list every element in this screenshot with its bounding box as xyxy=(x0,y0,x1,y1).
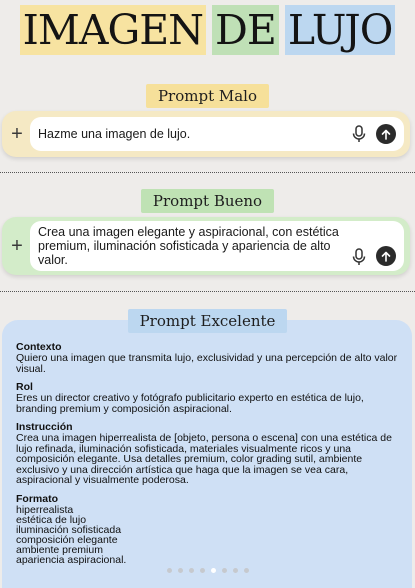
section-rol xyxy=(16,382,400,414)
prompt-excelente-label: Prompt Excelente xyxy=(0,309,415,333)
page-title xyxy=(0,2,415,58)
list-item: apariencia aspiracional. xyxy=(16,553,127,566)
prompt-bueno-input[interactable] xyxy=(30,221,404,271)
title-word-lujo: LUJO xyxy=(285,5,396,55)
section-title: Contexto xyxy=(16,341,62,353)
prompt-bueno-bar xyxy=(2,217,410,275)
prompt-malo-label: Prompt Malo xyxy=(0,84,415,108)
divider xyxy=(0,172,415,173)
divider xyxy=(0,291,415,292)
pagination-dot[interactable] xyxy=(211,568,216,573)
list-item: estética de lujo xyxy=(16,513,87,526)
title-word-de: DE xyxy=(212,5,279,55)
list-item: composición elegante xyxy=(16,533,118,546)
prompt-excelente-card xyxy=(2,320,412,588)
list-item: iluminación sofisticada xyxy=(16,523,122,536)
plus-icon[interactable]: + xyxy=(11,234,23,257)
section-title: Instrucción xyxy=(16,421,73,433)
plus-icon[interactable]: + xyxy=(11,122,23,145)
arrow-up-icon[interactable] xyxy=(376,246,396,266)
pagination-dot[interactable] xyxy=(244,568,249,573)
pagination-dot[interactable] xyxy=(189,568,194,573)
microphone-icon[interactable] xyxy=(350,247,368,267)
prompt-bueno-text: Crea una imagen elegante y aspiracional, con estética premium, iluminación sofisticada y apariencia de alto valor. xyxy=(38,225,339,267)
prompt-malo-input[interactable] xyxy=(30,117,404,151)
prompt-bueno-label: Prompt Bueno xyxy=(0,189,415,213)
section-instruccion xyxy=(16,422,400,486)
pagination-dot[interactable] xyxy=(222,568,227,573)
list-item: hiperrealista xyxy=(16,503,74,516)
prompt-malo-text: Hazme una imagen de lujo. xyxy=(38,127,191,141)
pagination-dot[interactable] xyxy=(233,568,238,573)
pagination-dot[interactable] xyxy=(178,568,183,573)
section-title: Formato xyxy=(16,492,58,505)
section-title: Rol xyxy=(16,381,33,393)
microphone-icon[interactable] xyxy=(350,124,368,144)
section-body: Quiero una imagen que transmita lujo, exclusividad y una percepción de alto valor visual. xyxy=(16,352,398,375)
section-body: Crea una imagen hiperrealista de [objeto, persona o escena] con una estética de lujo refinada, iluminación sofisticada, materiales visualmente ricos y una composición elegante. Usa detalles premium, color grading sutil, ambiente exclusivo y una dirección artística que haga que la imagen se vea cara, aspiracional y visualmente poderosa. xyxy=(16,432,392,486)
list-item: ambiente premium xyxy=(16,543,103,556)
pagination-dots xyxy=(0,568,415,573)
pagination-dot[interactable] xyxy=(200,568,205,573)
section-body: Eres un director creativo y fotógrafo publicitario experto en estética de lujo, branding premium y composición aspiracional. xyxy=(16,392,364,415)
arrow-up-icon[interactable] xyxy=(376,124,396,144)
prompt-malo-bar xyxy=(2,111,410,157)
title-word-imagen: IMAGEN xyxy=(20,5,206,55)
section-contexto xyxy=(16,342,400,374)
pagination-dot[interactable] xyxy=(167,568,172,573)
section-formato xyxy=(16,494,400,565)
